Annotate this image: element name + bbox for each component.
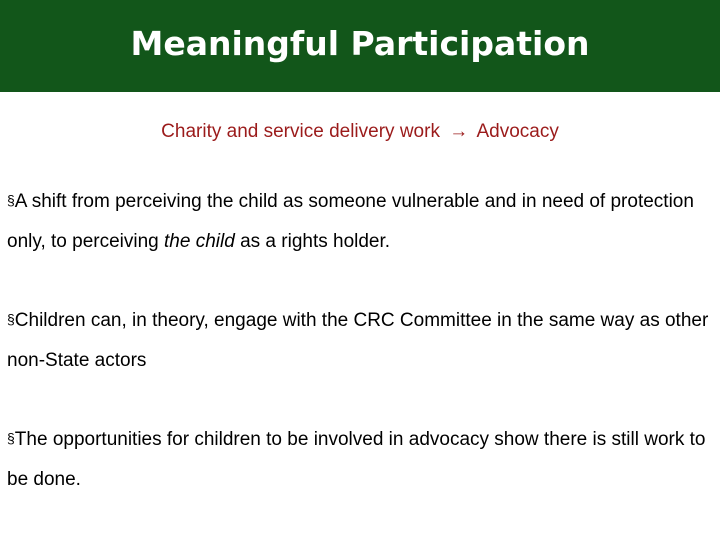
subtitle-left: Charity and service delivery work <box>161 121 440 142</box>
bullet-text: as a rights holder. <box>234 231 391 252</box>
bullet-marker-icon: § <box>7 311 15 327</box>
bullet-text: Children can, in theory, engage with the CRC Committee in the same way as other non-State actors <box>7 310 709 371</box>
bullet-marker-icon: § <box>7 430 15 446</box>
bullet-text: A shift from perceiving the child as someone vulnerable and in need of protection only, to perceiving <box>7 191 694 252</box>
title-bar <box>0 0 720 92</box>
slide-title: Meaningful Participation <box>130 23 590 63</box>
bullet-item <box>7 180 715 262</box>
bullet-marker-icon: § <box>7 192 15 208</box>
bullet-item <box>7 418 715 500</box>
subtitle <box>0 121 720 143</box>
bullet-text: The opportunities for children to be involved in advocacy show there is still work to be done. <box>7 429 706 490</box>
bullet-emphasis: the child <box>164 231 235 252</box>
arrow-right-icon: → <box>449 121 469 142</box>
bullet-list <box>7 180 715 500</box>
bullet-item <box>7 299 715 381</box>
subtitle-right: Advocacy <box>476 121 559 142</box>
